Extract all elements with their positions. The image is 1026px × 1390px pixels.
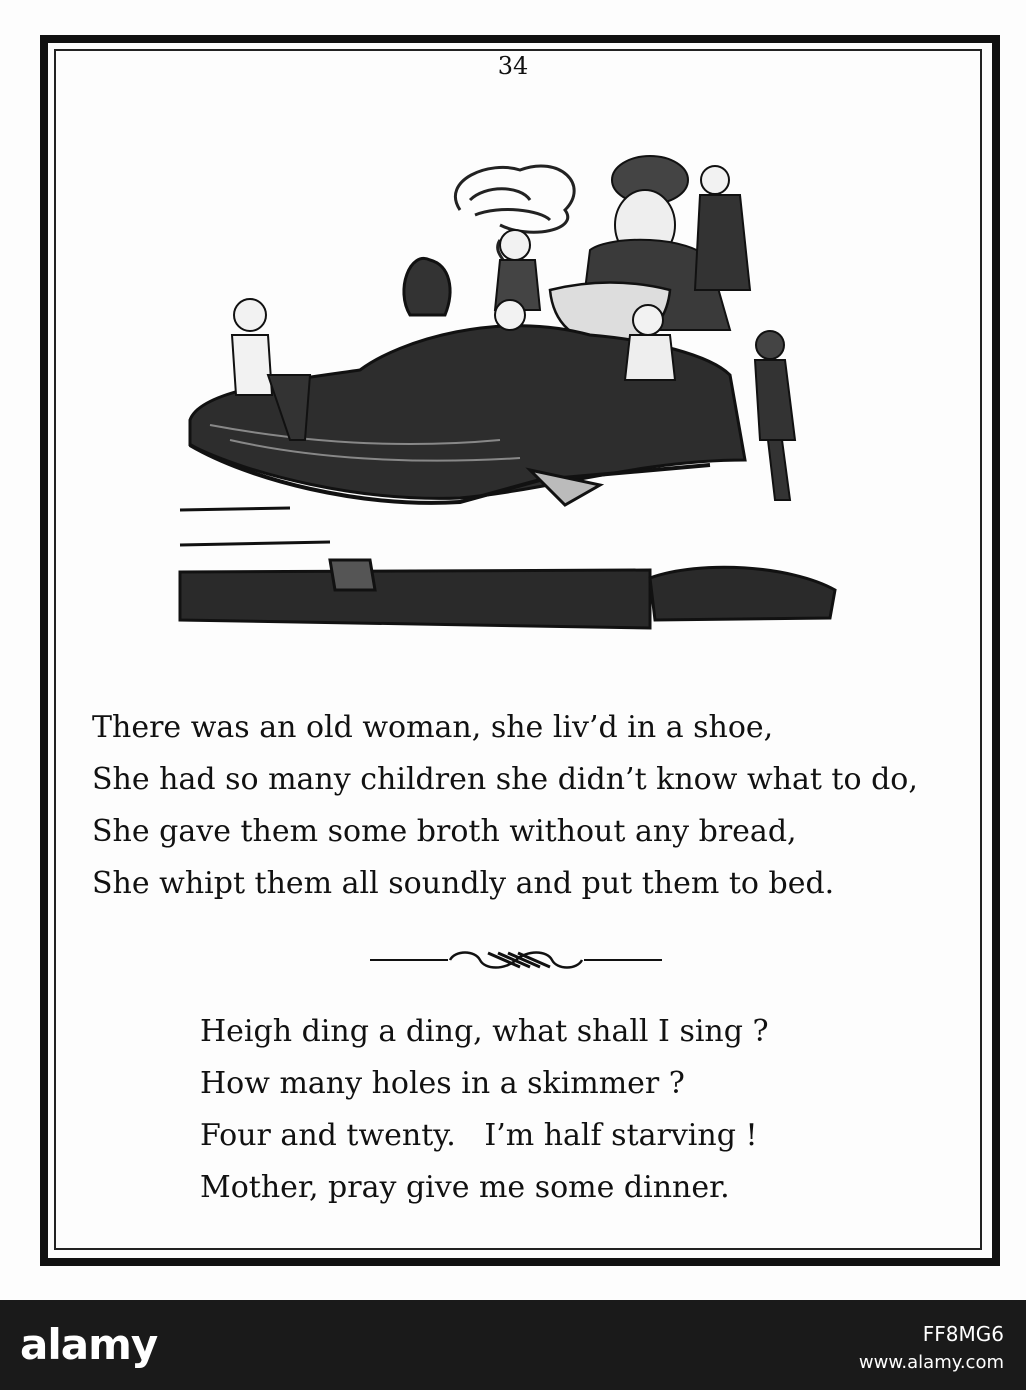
page-number: 34: [497, 52, 529, 80]
verse-line: There was an old woman, she liv’d in a shoe,: [92, 710, 774, 745]
woodcut-illustration: [170, 140, 850, 640]
verse-old-woman-in-shoe: [92, 702, 918, 910]
verse-line: Heigh ding a ding, what shall I sing ?: [200, 1014, 769, 1049]
stock-image-id: FF8MG6: [922, 1322, 1004, 1346]
stock-url: www.alamy.com: [858, 1352, 1004, 1373]
verse-line: She had so many children she didn’t know what to do,: [92, 762, 918, 797]
ornament-divider: [370, 944, 662, 976]
stock-watermark-footer: [0, 1300, 1026, 1390]
verse-line: Four and twenty. I’m half starving !: [200, 1118, 758, 1153]
ground: [180, 508, 835, 628]
verse-line: She whipt them all soundly and put them to bed.: [92, 866, 835, 901]
verse-line: Mother, pray give me some dinner.: [200, 1170, 730, 1205]
verse-heigh-ding: [200, 1006, 769, 1214]
verse-line: How many holes in a skimmer ?: [200, 1066, 685, 1101]
stock-logo: alamy: [20, 1320, 158, 1369]
verse-line: She gave them some broth without any bread,: [92, 814, 797, 849]
